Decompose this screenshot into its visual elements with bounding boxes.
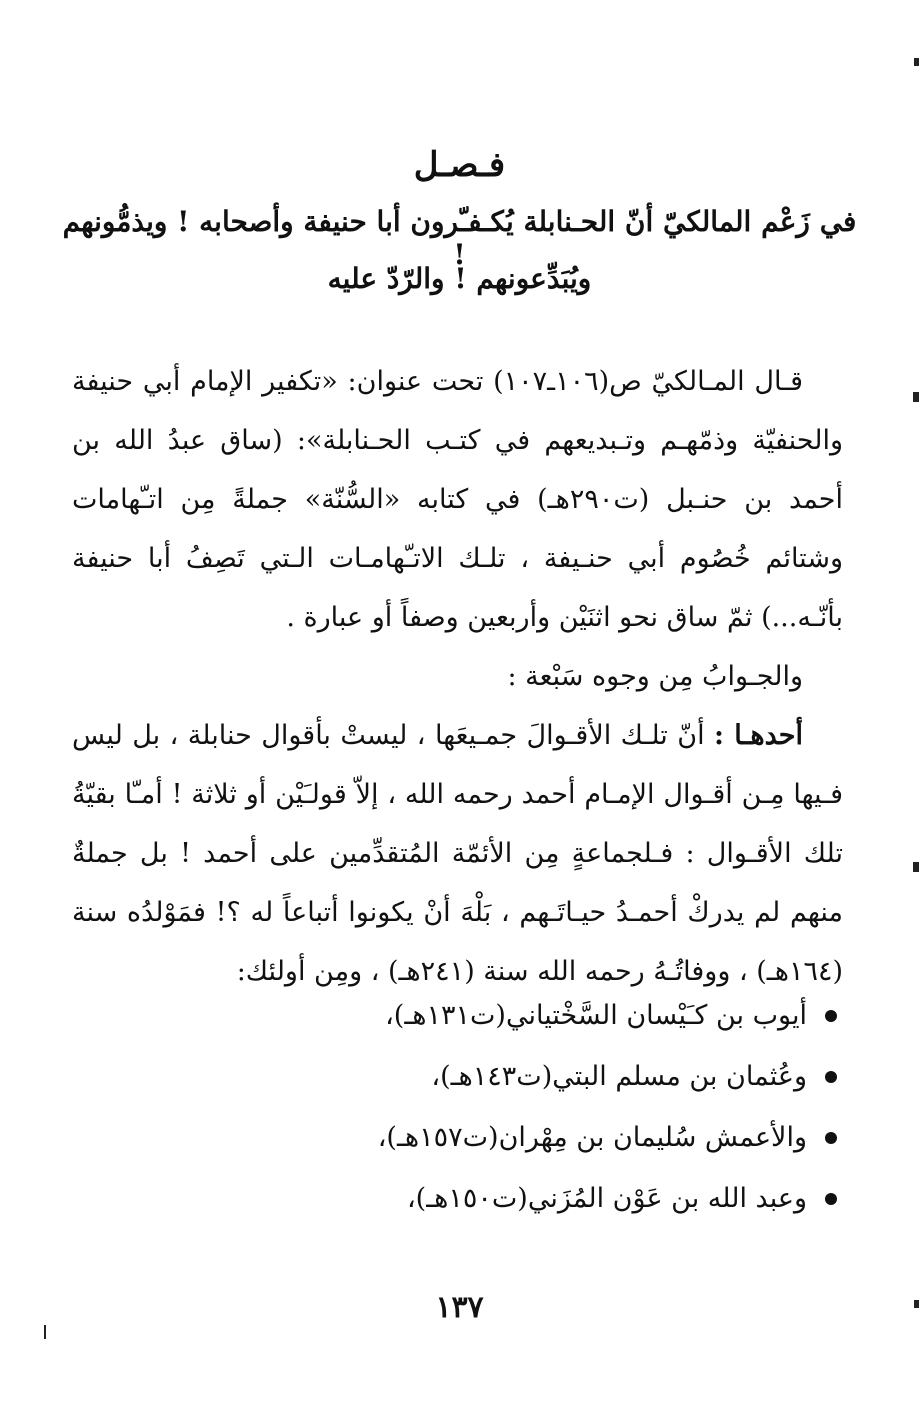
scan-edge-mark — [914, 58, 919, 66]
list-item — [378, 1107, 837, 1168]
section-title-line-1: في زَعْم المالكيّ أنّ الحـنابلة يُكـفـّرون أبا حنيفة وأصحابه ! ويذمُّونهم ! — [62, 205, 857, 271]
paragraph-quote: قـال المـالكيّ ص(١٠٦ـ١٠٧) تحت عنوان: «تكفير الإمام أبي حنيفة والحنفيّة وذمّهـم وتـبديعهم في كتـب الحـنابلة»: (ساق عبدُ الله بن أحمد بن حنـبل (ت٢٩٠هـ) في كتابه «السُّنّة» جملةً مِن اتـّهامات وشتائم خُصُوم أبي حنـيفة ، تلـك الاتـّهامـات الـتي تَصِفُ أبا حنيفة بأنّـه...) ثمّ ساق نحو اثنَيْن وأربعين وصفاً أو عبارة . — [72, 366, 844, 633]
list-item-text: وعُثمان بن مسلم البتي(ت١٤٣هـ)، — [431, 1061, 807, 1092]
section-title-line-2: ويُبَدِّعونهم ! والرّدّ عليه — [327, 262, 592, 295]
bullet-icon — [825, 1132, 837, 1144]
body-text — [72, 352, 843, 1001]
paragraph-first-point — [72, 706, 843, 1001]
scan-edge-mark — [44, 1325, 46, 1339]
paragraph-answer-intro: والجـوابُ مِن وجوه سَبْعة : — [507, 661, 803, 692]
section-label: فـصـل — [413, 145, 506, 185]
list-item — [378, 1168, 837, 1229]
bullet-icon — [825, 1071, 837, 1083]
scholars-list — [378, 985, 837, 1229]
scan-edge-mark — [914, 1300, 919, 1308]
page-number: ١٣٧ — [435, 1290, 484, 1325]
list-item — [378, 1046, 837, 1107]
scan-edge-mark — [913, 862, 919, 872]
bullet-icon — [825, 1193, 837, 1205]
list-item-text: والأعمش سُليمان بن مِهْران(ت١٥٧هـ)، — [377, 1122, 807, 1153]
list-item-text: أيوب بن كـَيْسان السَّخْتياني(ت١٣١هـ)، — [385, 1000, 807, 1031]
list-item — [378, 985, 837, 1046]
bullet-icon — [825, 1010, 837, 1022]
scan-edge-mark — [913, 392, 919, 402]
first-point-text: أنّ تلـك الأقـوالَ جمـيعَها ، ليستْ بأقوال حنابلة ، بل ليس فـيها مِـن أقـوال الإمـام أحمد رحمه الله ، إلاّ قولـَيْن أو ثلاثة ! أمـّا بقيّةُ تلك الأقـوال : فـلجماعةٍ مِن الأئمّة المُتقدِّمين على أحمد ! بل جملةٌ منهم لم يدركْ أحمـدُ حيـاتَـهم ، بَلْهَ أنْ يكونوا أتباعاً له ؟! فمَوْلدُه سنة (١٦٤هـ) ، ووفاتُـهُ رحمه الله سنة (٢٤١هـ) ، ومِن أولئك: — [72, 720, 843, 987]
list-item-text: وعبد الله بن عَوْن المُزَني(ت١٥٠هـ)، — [406, 1183, 807, 1214]
first-point-lead: أحدهـا : — [714, 720, 803, 751]
